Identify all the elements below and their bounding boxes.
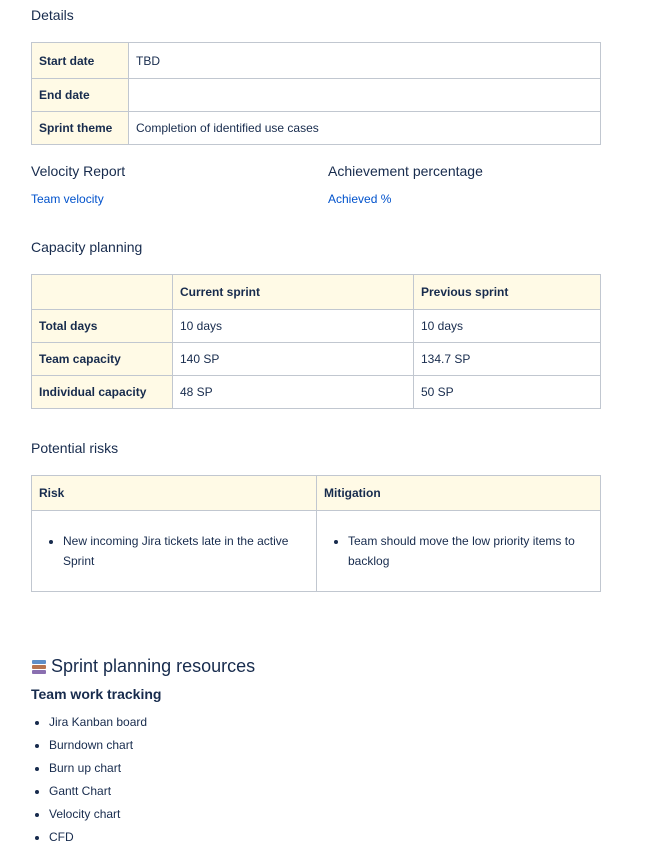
list-item: • Team should move the low priority items to backlog (348, 531, 593, 571)
current-value[interactable]: 140 SP (173, 343, 414, 376)
capacity-label: Total days (32, 310, 173, 343)
achievement-heading: Achievement percentage (328, 163, 483, 179)
table-row (32, 376, 601, 409)
capacity-corner-header (32, 275, 173, 310)
details-label: Start date (32, 43, 129, 79)
previous-sprint-header: Previous sprint (414, 275, 601, 310)
list-item: • Burn up chart (49, 758, 147, 781)
table-row (32, 343, 601, 376)
table-row (32, 310, 601, 343)
table-row (32, 79, 601, 112)
velocity-heading: Velocity Report (31, 163, 126, 179)
details-value[interactable]: TBD (129, 43, 601, 79)
table-header-row (32, 476, 601, 511)
risk-cell[interactable] (32, 511, 317, 592)
list-item: • CFD (49, 827, 147, 850)
risks-table (31, 475, 601, 592)
details-value[interactable] (129, 79, 601, 112)
mitigation-cell[interactable] (317, 511, 601, 592)
previous-value[interactable]: 50 SP (414, 376, 601, 409)
capacity-label: Individual capacity (32, 376, 173, 409)
capacity-heading: Capacity planning (31, 239, 143, 255)
table-header-row (32, 275, 601, 310)
resources-heading (31, 656, 255, 677)
details-value[interactable]: Completion of identified use cases (129, 112, 601, 145)
achieved-percent-link[interactable]: Achieved % (328, 192, 392, 206)
books-icon (31, 659, 47, 675)
list-item: • Velocity chart (49, 804, 147, 827)
capacity-table (31, 274, 601, 409)
team-velocity-link[interactable]: Team velocity (31, 192, 104, 206)
risk-list (39, 531, 309, 571)
resources-heading-text: Sprint planning resources (51, 656, 256, 676)
risks-heading: Potential risks (31, 440, 119, 456)
current-sprint-header: Current sprint (173, 275, 414, 310)
list-item: • New incoming Jira tickets late in the active Sprint (63, 531, 309, 571)
previous-value[interactable]: 10 days (414, 310, 601, 343)
mitigation-list (324, 531, 593, 571)
details-label: Sprint theme (32, 112, 129, 145)
previous-value[interactable]: 134.7 SP (414, 343, 601, 376)
mitigation-header: Mitigation (317, 476, 601, 511)
team-work-tracking-heading: Team work tracking (31, 686, 162, 702)
table-row (32, 43, 601, 79)
current-value[interactable]: 48 SP (173, 376, 414, 409)
capacity-label: Team capacity (32, 343, 173, 376)
details-heading: Details (31, 7, 74, 23)
details-label: End date (32, 79, 129, 112)
table-row (32, 511, 601, 592)
details-table (31, 42, 601, 145)
list-item: • Jira Kanban board (49, 712, 147, 735)
current-value[interactable]: 10 days (173, 310, 414, 343)
list-item: • Gantt Chart (49, 781, 147, 804)
tracking-list (31, 712, 147, 850)
table-row (32, 112, 601, 145)
risk-header: Risk (32, 476, 317, 511)
list-item: • Burndown chart (49, 735, 147, 758)
